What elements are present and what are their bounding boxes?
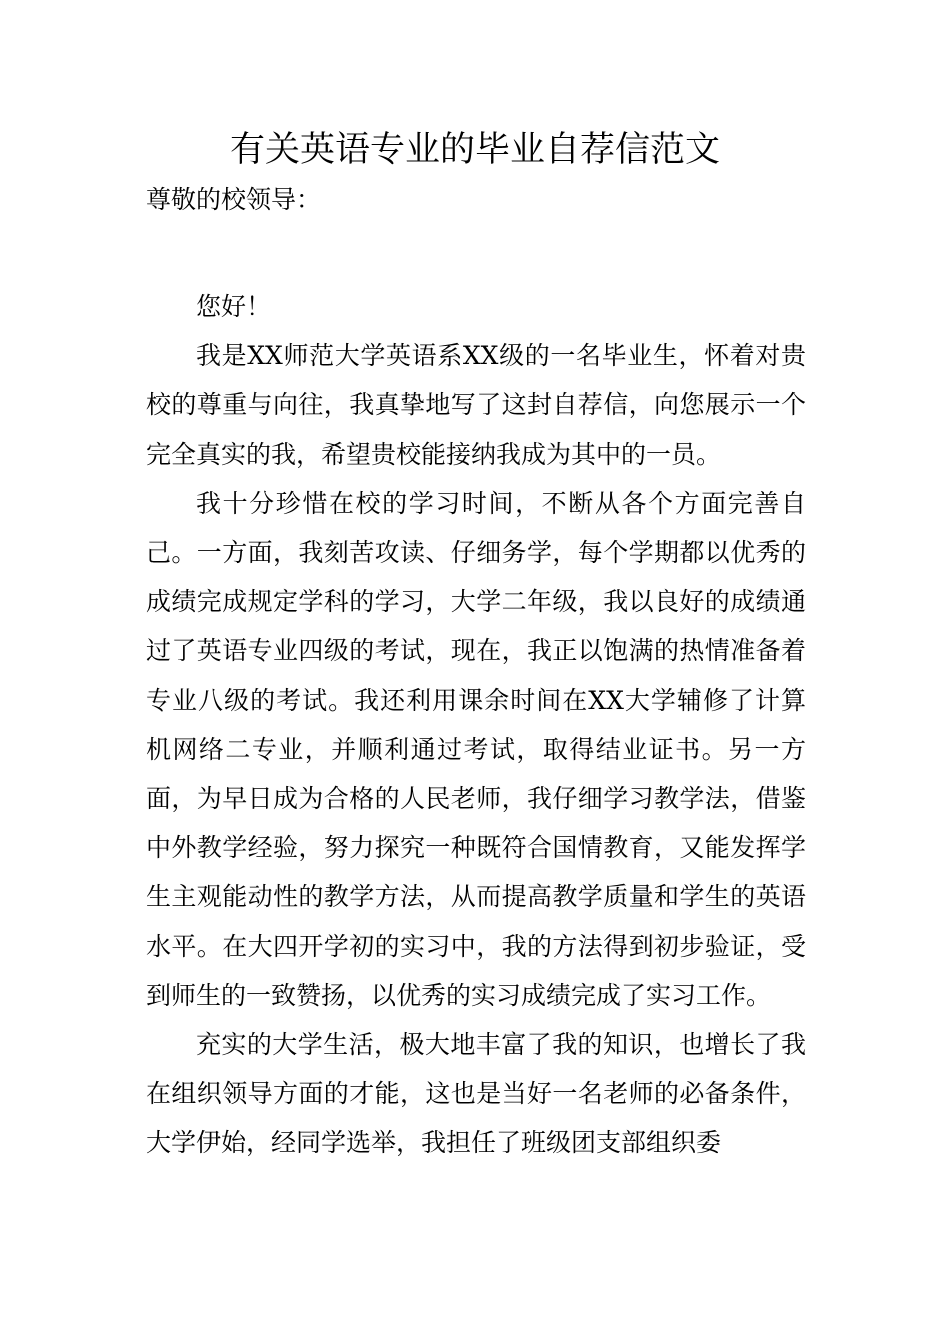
salutation: 尊敬的校领导： xyxy=(146,185,322,214)
letter-body xyxy=(146,282,806,1168)
paragraph-studies: 我十分珍惜在校的学习时间，不断从各个方面完善自己。一方面，我刻苦攻读、仔细务学，每个学期都以优秀的成绩完成规定学科的学习，大学二年级，我以良好的成绩通过了英语专业四级的考试，现在，我正以饱满的热情准备着专业八级的考试。我还利用课余时间在XX大学辅修了计算机网络二专业，并顺利通过考试，取得结业证书。另一方面，为早日成为合格的人民老师，我仔细学习教学法，借鉴中外教学经验，努力探究一种既符合国情教育，又能发挥学生主观能动性的教学方法，从而提高教学质量和学生的英语水平。在大四开学初的实习中，我的方法得到初步验证，受到师生的一致赞扬，以优秀的实习成绩完成了实习工作。 xyxy=(146,488,806,1010)
greeting: 您好！ xyxy=(196,292,272,321)
paragraph-introduction: 我是XX师范大学英语系XX级的一名毕业生，怀着对贵校的尊重与向往，我真挚地写了这封自荐信，向您展示一个完全真实的我，希望贵校能接纳我成为其中的一员。 xyxy=(146,341,806,469)
document-title: 有关英语专业的毕业自荐信范文 xyxy=(229,130,720,170)
paragraph-leadership: 充实的大学生活，极大地丰富了我的知识，也增长了我在组织领导方面的才能，这也是当好一名老师的必备条件，大学伊始，经同学选举，我担任了班级团支部组织委 xyxy=(146,1030,806,1158)
